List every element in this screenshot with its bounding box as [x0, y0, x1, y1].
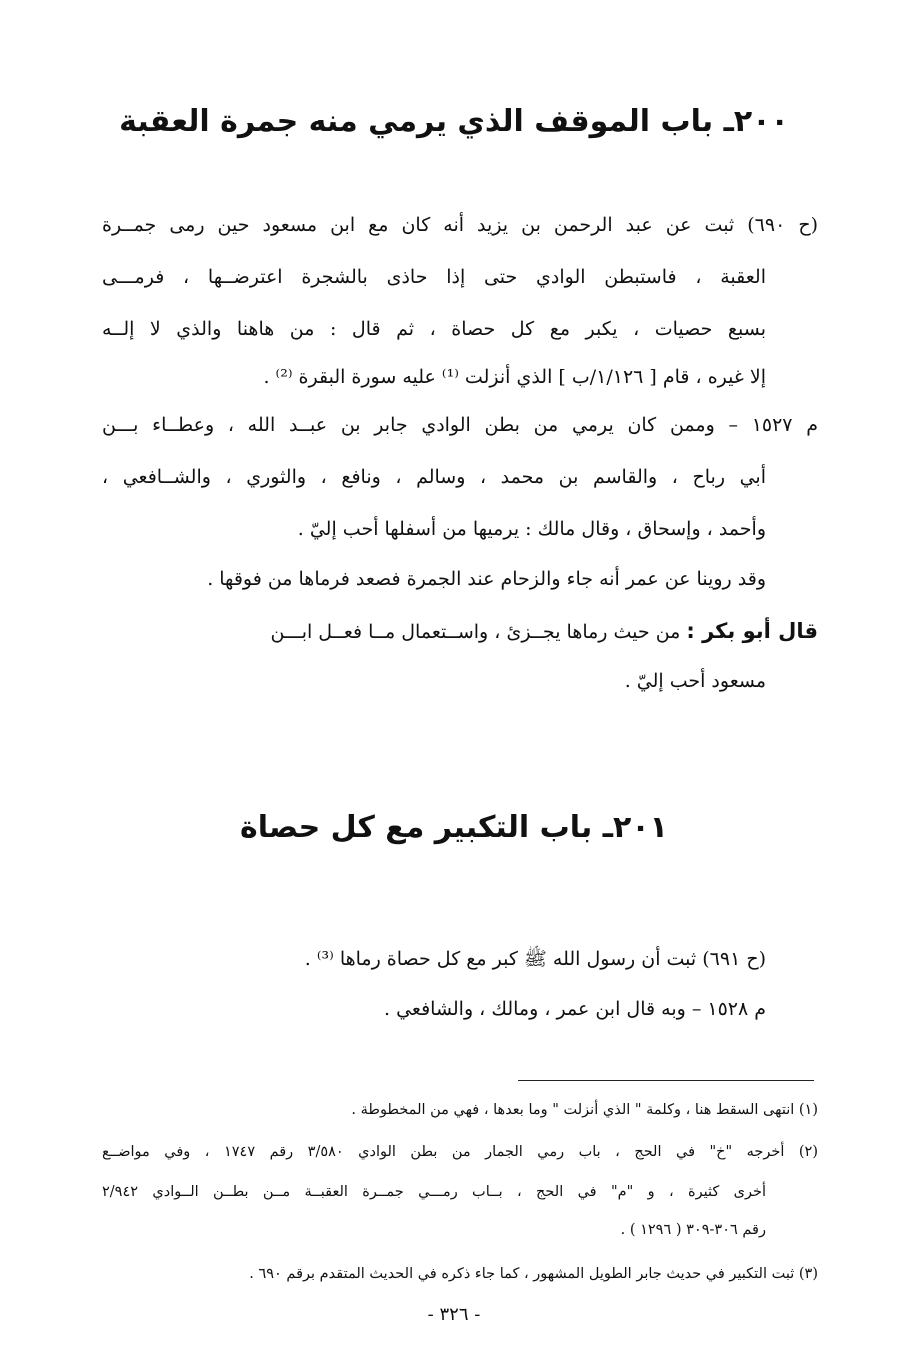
- abu-bakr-lead: قال أبو بكر :: [686, 619, 818, 643]
- text-line: مسعود أحب إليّ .: [624, 670, 766, 692]
- footnote-divider: [518, 1080, 814, 1081]
- footnote-line: رقم ٣٠٦-٣٠٩ ( ١٢٩٦ ) .: [620, 1222, 766, 1238]
- page-number: - ٣٢٦ -: [427, 1304, 481, 1325]
- footnote-line: (١) انتهى السقط هنا ، وكلمة " الذي أنزلت " وما بعدها ، فهي من المخطوطة .: [351, 1102, 818, 1118]
- text-span: من حيث رماها يجــزئ ، واســتعمال مــا فعــل ابـــن: [270, 621, 681, 643]
- text-line: م ١٥٢٧ – وممن كان يرمي من بطن الوادي جابر بن عبــد الله ، وعطــاء بـــن: [102, 414, 818, 436]
- chapter-heading-200: ٢٠٠ـ باب الموقف الذي يرمي منه جمرة العقبة: [119, 104, 789, 139]
- text-line: وأحمد ، وإسحاق ، وقال مالك : يرميها من أسفلها أحب إليّ .: [297, 518, 766, 540]
- text-line: أبي رباح ، والقاسم بن محمد ، وسالم ، ونافع ، والثوري ، والشــافعي ،: [102, 466, 766, 488]
- chapter-heading-201: ٢٠١ـ باب التكبير مع كل حصاة: [240, 810, 668, 845]
- text-line: وقد روينا عن عمر أنه جاء والزحام عند الجمرة فصعد فرماها من فوقها .: [207, 568, 766, 590]
- text-line: (ح ٦٩٠) ثبت عن عبد الرحمن بن يزيد أنه كان مع ابن مسعود حين رمى جمــرة: [102, 214, 818, 236]
- text-line: م ١٥٢٨ – وبه قال ابن عمر ، ومالك ، والشافعي .: [383, 998, 766, 1020]
- text-line: إلا غيره ، قام [ ١/١٢٦/ب ] الذي أنزلت ⁽¹⁾ عليه سورة البقرة ⁽²⁾ .: [263, 366, 766, 388]
- text-line: العقبة ، فاستبطن الوادي حتى إذا حاذى بالشجرة اعترضــها ، فرمـــى: [102, 266, 766, 288]
- footnote-line: أخرى كثيرة ، و "م" في الحج ، بــاب رمـــي جمــرة العقبــة مــن بطــن الــوادي ٢/٩٤٢: [102, 1184, 766, 1200]
- text-line: (ح ٦٩١) ثبت أن رسول الله ﷺ كبر مع كل حصاة رماها ⁽³⁾ .: [304, 948, 766, 970]
- footnote-line: (٢) أخرجه "خ" في الحج ، باب رمي الجمار من بطن الوادي ٣/٥٨٠ رقم ١٧٤٧ ، وفي مواضــع: [102, 1144, 818, 1160]
- text-line: بسبع حصيات ، يكبر مع كل حصاة ، ثم قال : من هاهنا والذي لا إلــه: [102, 318, 766, 340]
- abu-bakr-paragraph-line: [102, 616, 818, 646]
- footnote-line: (٣) ثبت التكبير في حديث جابر الطويل المشهور ، كما جاء ذكره في الحديث المتقدم برقم ٦٩٠ .: [249, 1266, 818, 1282]
